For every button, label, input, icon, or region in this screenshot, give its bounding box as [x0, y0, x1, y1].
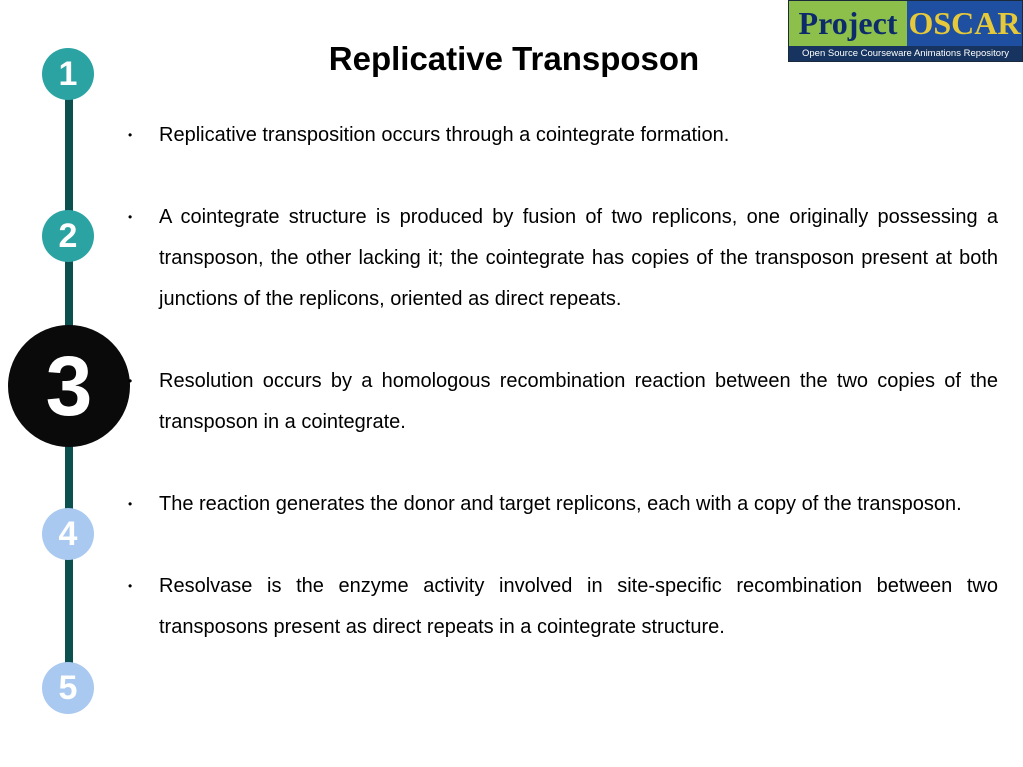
bullet-item [126, 566, 998, 648]
bullet-item [126, 115, 998, 156]
logo-project-text: Project [789, 1, 907, 46]
bullet-item [126, 197, 998, 320]
bullet-text: Replicative transposition occurs through a cointegrate formation. [159, 124, 730, 146]
bullet-item [126, 361, 998, 443]
step-4-circle[interactable]: 4 [42, 508, 94, 560]
logo-oscar-text: OSCAR [907, 1, 1022, 46]
bullet-icon: • [128, 579, 133, 593]
bullet-icon: • [128, 374, 133, 388]
bullet-text: Resolution occurs by a homologous recombination reaction between the two copies of the transposon in a cointegrate. [159, 370, 998, 433]
bullet-list [126, 115, 998, 689]
step-5-circle[interactable]: 5 [42, 662, 94, 714]
logo-subtitle: Open Source Courseware Animations Repository [789, 46, 1022, 61]
step-3-circle-active[interactable]: 3 [8, 325, 130, 447]
bullet-icon: • [128, 210, 133, 224]
bullet-text: The reaction generates the donor and target replicons, each with a copy of the transposon. [159, 493, 962, 515]
step-1-circle[interactable]: 1 [42, 48, 94, 100]
bullet-text: A cointegrate structure is produced by fusion of two replicons, one originally possessing a transposon, the other lacking it; the cointegrate has copies of the transposon present at both junctions of the replicons, oriented as direct repeats. [159, 206, 998, 310]
bullet-text: Resolvase is the enzyme activity involved in site-specific recombination between two transposons present as direct repeats in a cointegrate structure. [159, 575, 998, 638]
bullet-item [126, 484, 998, 525]
project-oscar-logo [788, 0, 1023, 62]
slide-title: Replicative Transposon [328, 40, 700, 77]
bullet-icon: • [128, 497, 133, 511]
bullet-icon: • [128, 128, 133, 142]
step-2-circle[interactable]: 2 [42, 210, 94, 262]
